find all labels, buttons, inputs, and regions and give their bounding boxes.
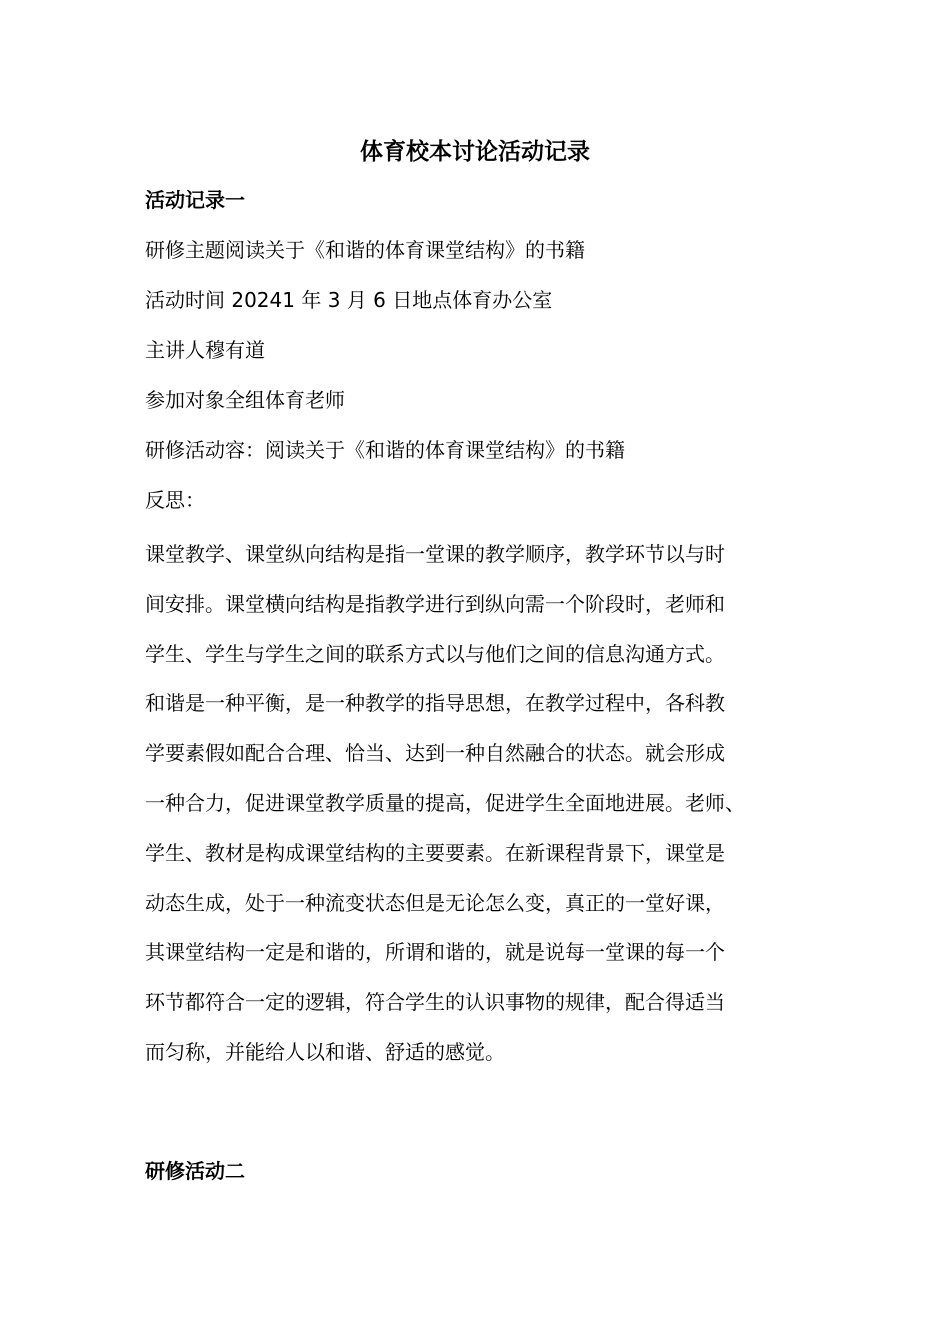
reflection-line: 环节都符合一定的逻辑，符合学生的认识事物的规律，配合得适当 bbox=[145, 990, 725, 1015]
reflection-line: 动态生成，处于一种流变状态但是无论怎么变，真正的一堂好课， bbox=[145, 890, 725, 915]
document-title: 体育校本讨论活动记录 bbox=[360, 139, 590, 165]
reflection-line: 间安排。课堂横向结构是指教学进行到纵向需一个阶段时，老师和 bbox=[145, 591, 725, 616]
reflection-line: 学要素假如配合合理、恰当、达到一种自然融合的状态。就会形成 bbox=[145, 741, 725, 766]
reflection-line: 学生、学生与学生之间的联系方式以与他们之间的信息沟通方式。 bbox=[145, 641, 725, 666]
content-line: 研修活动容：阅读关于《和谐的体育课堂结构》的书籍 bbox=[145, 438, 625, 462]
participants-line: 参加对象全组体育老师 bbox=[145, 388, 345, 412]
reflection-line: 其课堂结构一定是和谐的，所谓和谐的，就是说每一堂课的每一个 bbox=[145, 940, 725, 965]
reflection-line: 课堂教学、课堂纵向结构是指一堂课的教学顺序，教学环节以与时 bbox=[145, 542, 725, 566]
reflection-line: 和谐是一种平衡，是一种教学的指导思想，在教学过程中，各科教 bbox=[145, 691, 725, 716]
topic-line: 研修主题阅读关于《和谐的体育课堂结构》的书籍 bbox=[145, 238, 585, 262]
time-line: 活动时间 20241 年 3 月 6 日地点体育办公室 bbox=[145, 288, 553, 312]
section-heading-1: 活动记录一 bbox=[145, 188, 245, 212]
reflection-paragraph bbox=[145, 530, 809, 1078]
reflection-line: 学生、教材是构成课堂结构的主要要素。在新课程背景下，课堂是 bbox=[145, 840, 725, 865]
section-heading-2: 研修活动二 bbox=[145, 1159, 245, 1183]
reflection-label: 反思： bbox=[145, 488, 205, 512]
reflection-line: 一种合力，促进课堂教学质量的提高，促进学生全面地进展。老师、 bbox=[145, 790, 745, 815]
speaker-line: 主讲人穆有道 bbox=[145, 338, 265, 362]
reflection-line: 而匀称，并能给人以和谐、舒适的感觉。 bbox=[145, 1039, 505, 1064]
